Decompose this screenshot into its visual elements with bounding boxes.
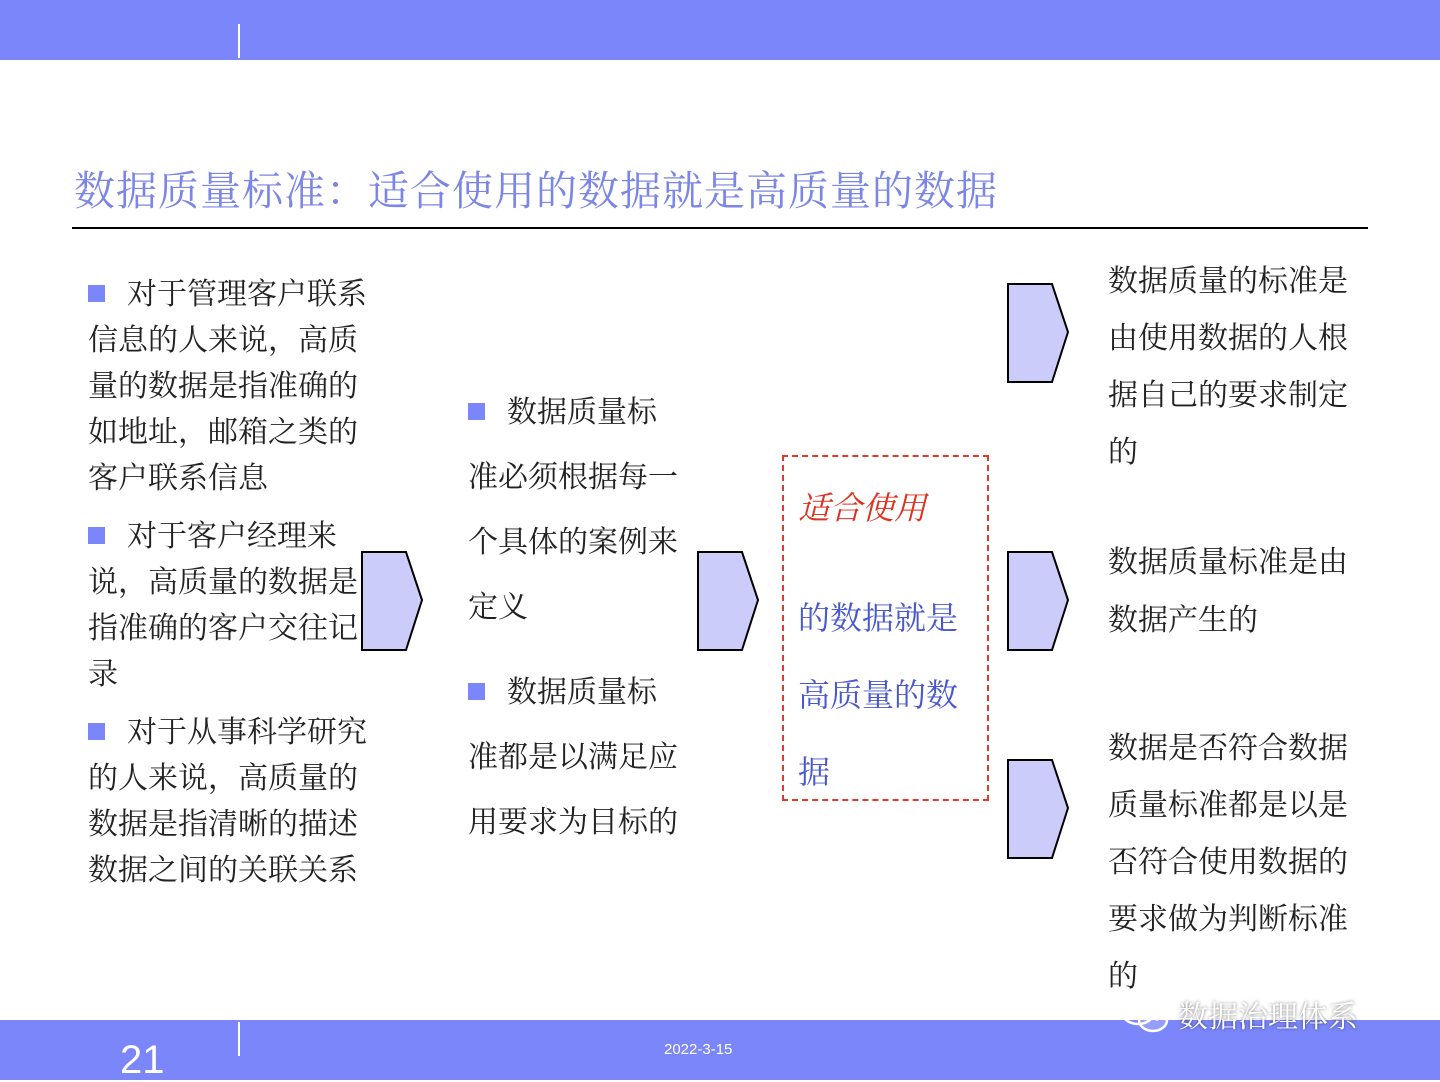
middle-column (468, 380, 678, 875)
slide-title: 数据质量标准：适合使用的数据就是高质量的数据 (74, 167, 998, 215)
slide-date: 2022-3-15 (664, 1041, 733, 1058)
middle-item-text: 数据质量标准必须根据每一个具体的案例来定义 (468, 395, 678, 625)
title-underline (72, 227, 1368, 229)
square-bullet-icon (468, 683, 485, 700)
right-item: 数据是否符合数据质量标准都是以是否符合使用数据的要求做为判断标准的 (1108, 731, 1348, 994)
chevron-arrow-icon (1006, 550, 1072, 652)
top-band (0, 0, 1440, 60)
wechat-icon (1118, 992, 1172, 1036)
left-column (88, 272, 368, 906)
watermark (1118, 994, 1358, 1034)
highlight-body: 的数据就是高质量的数据 (798, 599, 959, 791)
left-item-text: 对于从事科学研究的人来说，高质量的数据是指清晰的描述数据之间的关联关系 (88, 715, 367, 888)
left-item-text: 对于管理客户联系信息的人来说，高质量的数据是指准确的如地址，邮箱之类的客户联系信息 (88, 277, 367, 496)
middle-item-text: 数据质量标准都是以满足应用要求为目标的 (468, 675, 678, 840)
middle-item (468, 660, 678, 855)
watermark-text: 数据治理体系 (1178, 1000, 1358, 1035)
chevron-arrow-icon (360, 550, 426, 652)
page-number: 21 (120, 1038, 165, 1082)
square-bullet-icon (88, 527, 105, 544)
highlight-emphasis: 适合使用 (798, 489, 927, 527)
square-bullet-icon (88, 723, 105, 740)
right-item: 数据质量标准是由数据产生的 (1108, 545, 1348, 638)
top-band-divider (238, 24, 240, 58)
chevron-arrow-icon (1006, 758, 1072, 860)
left-item-text: 对于客户经理来说，高质量的数据是指准确的客户交往记录 (88, 519, 358, 692)
chevron-arrow-icon (696, 550, 762, 652)
square-bullet-icon (468, 403, 485, 420)
right-item: 数据质量的标准是由使用数据的人根据自己的要求制定的 (1108, 264, 1348, 470)
left-item (88, 272, 368, 502)
left-item (88, 710, 368, 894)
bottom-band-divider (238, 1022, 240, 1056)
middle-item (468, 380, 678, 640)
chevron-arrow-icon (1006, 282, 1072, 384)
square-bullet-icon (88, 285, 105, 302)
left-item (88, 514, 368, 698)
